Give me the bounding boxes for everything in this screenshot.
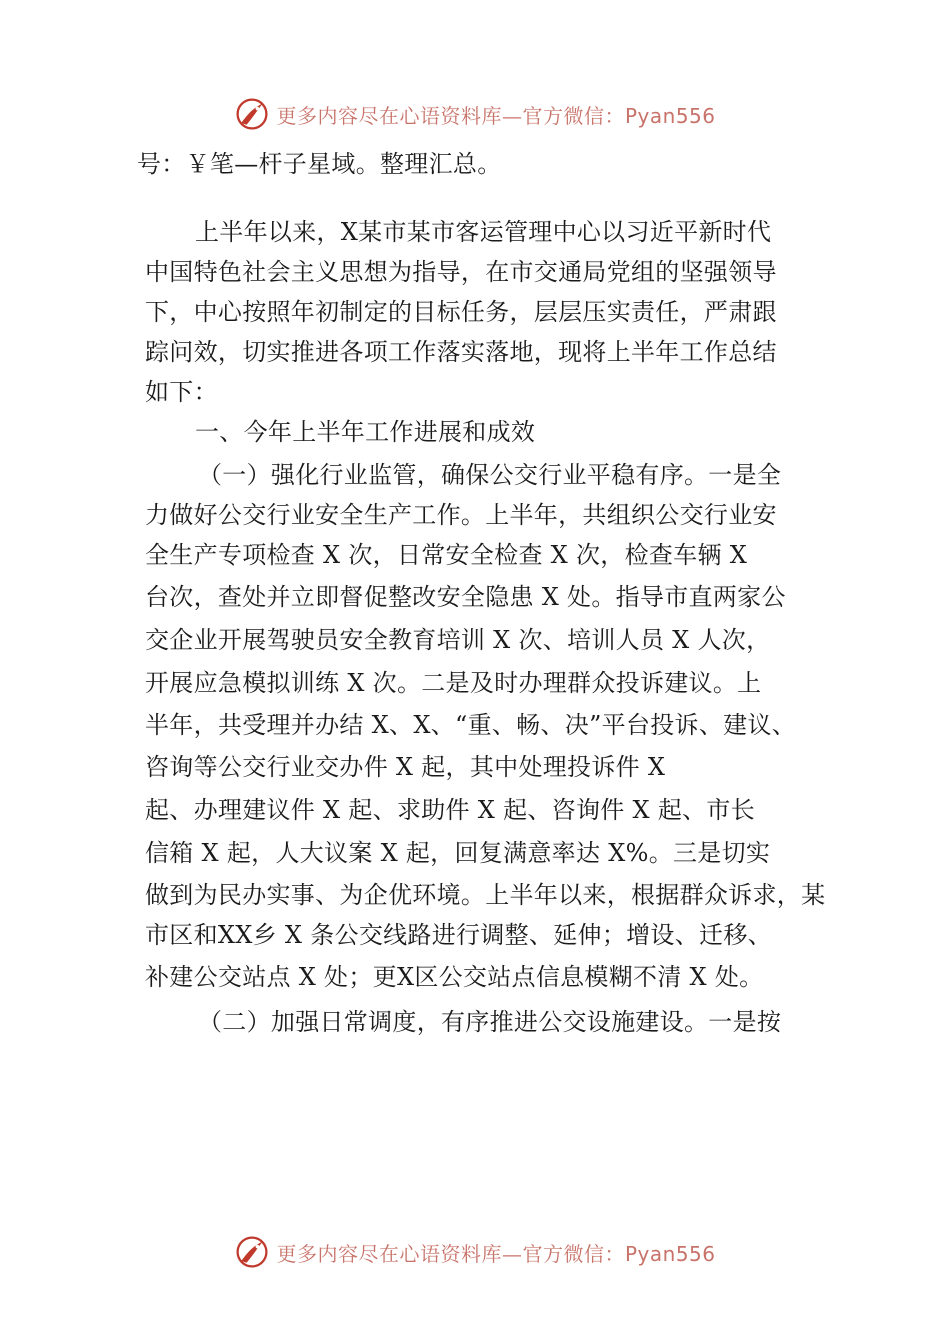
section-heading: 一、今年上半年工作进展和成效 [195, 418, 536, 446]
text-line: 力做好公交行业安全生产工作。上半年，共组织公交行业安 [145, 501, 777, 529]
text-line: 半年，共受理并办结 X、X、“重、畅、决”平台投诉、建议、 [145, 711, 797, 739]
banner-label: 更多内容尽在心语资料库—官方微信： [276, 1241, 625, 1266]
text-line: （一）强化行业监管，确保公交行业平稳有序。一是全 [198, 461, 782, 489]
banner-label: 更多内容尽在心语资料库—官方微信： [276, 103, 625, 128]
text-line: 中国特色社会主义思想为指导，在市交通局党组的坚强领导 [145, 258, 777, 286]
text-line: 市区和XX乡 X 条公交线路进行调整、延伸；增设、迁移、 [145, 921, 772, 949]
pen-nib-logo-icon [234, 1234, 270, 1270]
text-line: 交企业开展驾驶员安全教育培训 X 次、培训人员 X 人次， [145, 626, 771, 654]
text-line: 信箱 X 起，人大议案 X 起，回复满意率达 X%。三是切实 [145, 839, 771, 867]
pen-nib-logo-icon [234, 96, 270, 132]
text-line: 全生产专项检查 X 次，日常安全检查 X 次，检查车辆 X [145, 541, 748, 569]
header-banner [0, 96, 950, 132]
text-line: 台次，查处并立即督促整改安全隐患 X 处。指导市直两家公 [145, 583, 786, 611]
text-line: （二）加强日常调度，有序推进公交设施建设。一是按 [198, 1008, 782, 1036]
text-line: 如下： [145, 378, 218, 406]
text-line: 起、办理建议件 X 起、求助件 X 起、咨询件 X 起、市长 [145, 796, 756, 824]
text-line: 号：￥笔—杆子星域。整理汇总。 [137, 150, 502, 178]
text-line: 上半年以来，X某市某市客运管理中心以习近平新时代 [195, 218, 772, 246]
text-line: 开展应急模拟训练 X 次。二是及时办理群众投诉建议。上 [145, 669, 762, 697]
wechat-id: Pyan556 [624, 1241, 716, 1266]
text-line: 咨询等公交行业交办件 X 起，其中处理投诉件 X [145, 753, 666, 781]
footer-banner [0, 1234, 950, 1270]
banner-text [276, 1238, 715, 1267]
wechat-id: Pyan556 [624, 103, 716, 128]
text-line: 踪问效，切实推进各项工作落实落地，现将上半年工作总结 [145, 338, 777, 366]
text-line: 补建公交站点 X 处；更X区公交站点信息模糊不清 X 处。 [145, 963, 764, 991]
banner-text [276, 100, 715, 129]
text-line: 下，中心按照年初制定的目标任务，层层压实责任，严肃跟 [145, 298, 777, 326]
text-line: 做到为民办实事、为企优环境。上半年以来，根据群众诉求，某 [145, 881, 826, 909]
